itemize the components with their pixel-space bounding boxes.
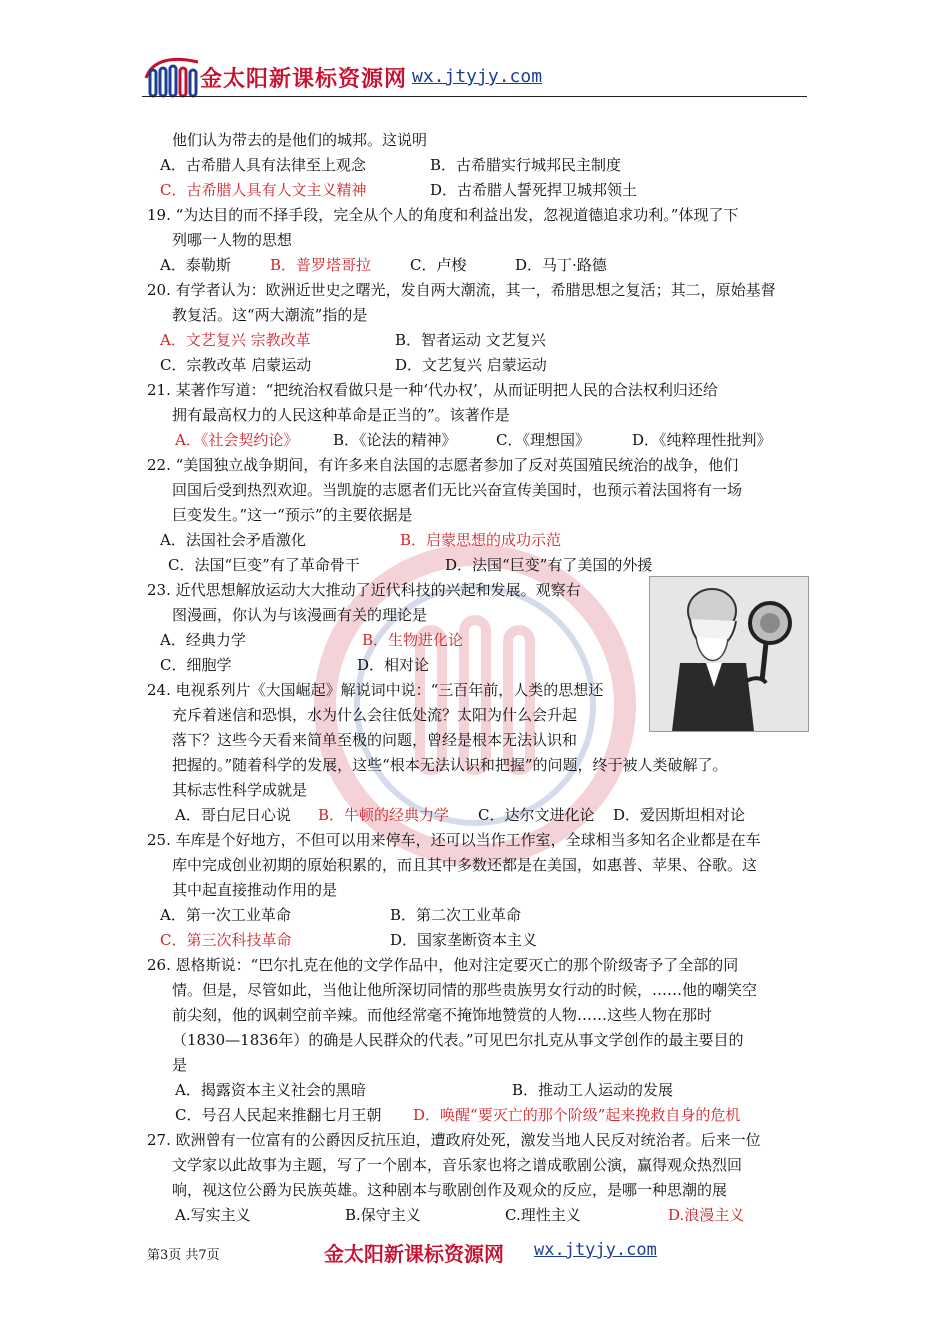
option-text: D．文艺复兴 启蒙运动 — [395, 356, 547, 374]
text-line: A．哥白尼日心说 — [175, 806, 291, 824]
footer-brand-title: 金太阳新课标资源网 — [324, 1242, 504, 1266]
option-text: D．马丁·路德 — [515, 256, 607, 274]
text-line: 文学家以此故事为主题，写了一个剧本，音乐家也将之谱成歌剧公演，赢得观众热烈回 — [172, 1156, 743, 1174]
footer-url-link[interactable]: wx.jtyjy.com — [534, 1240, 657, 1260]
option-text: B．推动工人运动的发展 — [512, 1081, 674, 1099]
text-line: 27. 欧洲曾有一位富有的公爵因反抗压迫，遭政府处死，激发当地人民反对统治者。后来一位 — [147, 1131, 761, 1149]
text-line: A．揭露资本主义社会的黑暗 — [175, 1081, 366, 1099]
site-brand-title: 金太阳新课标资源网 — [200, 67, 408, 92]
option-text: D．法国“巨变”有了美国的外援 — [445, 556, 653, 574]
text-line: 拥有最高权力的人民这种革命是正当的”。该著作是 — [172, 406, 510, 424]
text-line: 充斥着迷信和恐惧，水为什么会往低处流？太阳为什么会升起 — [172, 706, 578, 724]
text-line: C．细胞学 — [160, 656, 232, 674]
option-text: D．国家垄断资本主义 — [390, 931, 538, 949]
text-line: 22. “美国独立战争期间，有许多来自法国的志愿者参加了反对英国殖民统治的战争，他们 — [147, 456, 739, 474]
text-line: 24. 电视系列片《大国崛起》解说词中说：“三百年前，人类的思想还 — [147, 681, 604, 699]
text-line: A．第一次工业革命 — [160, 906, 291, 924]
text-line: 他们认为带去的是他们的城邦。这说明 — [172, 131, 428, 149]
text-line: 19. “为达目的而不择手段，完全从个人的角度和利益出发，忽视道德追求功利。”体现了下 — [147, 206, 739, 224]
text-line: 落下？这些今天看来简单至极的问题，曾经是根本无法认识和 — [172, 731, 578, 749]
option-text: C．卢梭 — [410, 256, 467, 274]
text-line: 教复活。这“两大潮流”指的是 — [172, 306, 368, 324]
text-line: A．文艺复兴 宗教改革 — [160, 331, 311, 349]
text-line: C．宗教改革 启蒙运动 — [160, 356, 312, 374]
text-line: 20. 有学者认为：欧洲近世史之曙光，发自两大潮流，其一，希腊思想之复活；其二，原始基督 — [147, 281, 776, 299]
option-text: C．达尔文进化论 — [478, 806, 595, 824]
option-text: D．唤醒“要灭亡的那个阶级”起来挽救自身的危机 — [413, 1106, 741, 1124]
text-line: 图漫画，你认为与该漫画有关的理论是 — [172, 606, 428, 624]
text-line: C．号召人民起来推翻七月王朝 — [175, 1106, 382, 1124]
option-text: D．《纯粹理性批判》 — [632, 431, 772, 449]
text-line: A．法国社会矛盾激化 — [160, 531, 306, 549]
text-line: A．经典力学 — [160, 631, 246, 649]
text-line: 其中起直接推动作用的是 — [172, 881, 338, 899]
option-text: B．古希腊实行城邦民主制度 — [430, 156, 622, 174]
text-line: 库中完成创业初期的原始积累的，而且其中多数还都是在美国，如惠普、苹果、谷歌。这 — [172, 856, 758, 874]
option-text: D．相对论 — [357, 656, 430, 674]
option-text: D.浪漫主义 — [668, 1206, 745, 1224]
option-text: D．古希腊人誓死捍卫城邦领土 — [430, 181, 638, 199]
option-text: B．第二次工业革命 — [390, 906, 522, 924]
option-text: B．生物进化论 — [362, 631, 464, 649]
text-line: A.写实主义 — [175, 1206, 251, 1224]
text-line: 是 — [172, 1056, 188, 1074]
text-line: 把握的。”随着科学的发展，这些“根本无法认识和把握”的问题，终于被人类破解了。 — [172, 756, 728, 774]
text-line: 响，视这位公爵为民族英雄。这种剧本与歌剧创作及观众的反应，是哪一种思潮的展 — [172, 1181, 728, 1199]
text-line: 其标志性科学成就是 — [172, 781, 308, 799]
text-line: （1830—1836年）的确是人民群众的代表。”可见巴尔扎克从事文学创作的最主要目的 — [172, 1031, 744, 1049]
text-line: 26. 恩格斯说：“巴尔扎克在他的文学作品中，他对注定要灭亡的那个阶级寄予了全部的同 — [147, 956, 739, 974]
text-line: C．第三次科技革命 — [160, 931, 292, 949]
text-line: C．法国“巨变”有了革命骨干 — [168, 556, 360, 574]
text-line: A．古希腊人具有法律至上观念 — [160, 156, 366, 174]
site-url-link[interactable]: wx.jtyjy.com — [412, 66, 543, 87]
text-line: 列哪一人物的思想 — [172, 231, 293, 249]
text-line: 23. 近代思想解放运动大大推动了近代科技的兴起和发展。观察右 — [147, 581, 581, 599]
option-text: B．牛顿的经典力学 — [318, 806, 450, 824]
option-text: B.保守主义 — [345, 1206, 421, 1224]
text-line: 情。但是，尽管如此，当他让他所深切同情的那些贵族男女行动的时候，……他的嘲笑空 — [172, 981, 758, 999]
option-text: B．智者运动 文艺复兴 — [395, 331, 546, 349]
option-text: C．《理想国》 — [496, 431, 590, 449]
text-line: 回国后受到热烈欢迎。当凯旋的志愿者们无比兴奋宣传美国时，也预示着法国将有一场 — [172, 481, 743, 499]
text-line: A．《社会契约论》 — [175, 431, 299, 449]
text-line: A．泰勒斯 — [160, 256, 231, 274]
option-text: B．启蒙思想的成功示范 — [400, 531, 562, 549]
text-line: 前尖刻，他的讽刺空前辛辣。而他经常毫不掩饰地赞赏的人物……这些人物在那时 — [172, 1006, 713, 1024]
text-line: C．古希腊人具有人文主义精神 — [160, 181, 367, 199]
option-text: D．爱因斯坦相对论 — [613, 806, 746, 824]
option-text: B．普罗塔哥拉 — [270, 256, 372, 274]
option-text: C.理性主义 — [505, 1206, 581, 1224]
text-line: 巨变发生。”这一“预示”的主要依据是 — [172, 506, 413, 524]
text-line: 25. 车库是个好地方，不但可以用来停车，还可以当作工作室，全球相当多知名企业都是在车 — [147, 831, 761, 849]
page-number: 第3页 共7页 — [147, 1248, 220, 1263]
text-line: 21. 某著作写道：“把统治权看做只是一种‘代办权’，从而证明把人民的合法权利归还给 — [147, 381, 718, 399]
option-text: B．《论法的精神》 — [333, 431, 457, 449]
